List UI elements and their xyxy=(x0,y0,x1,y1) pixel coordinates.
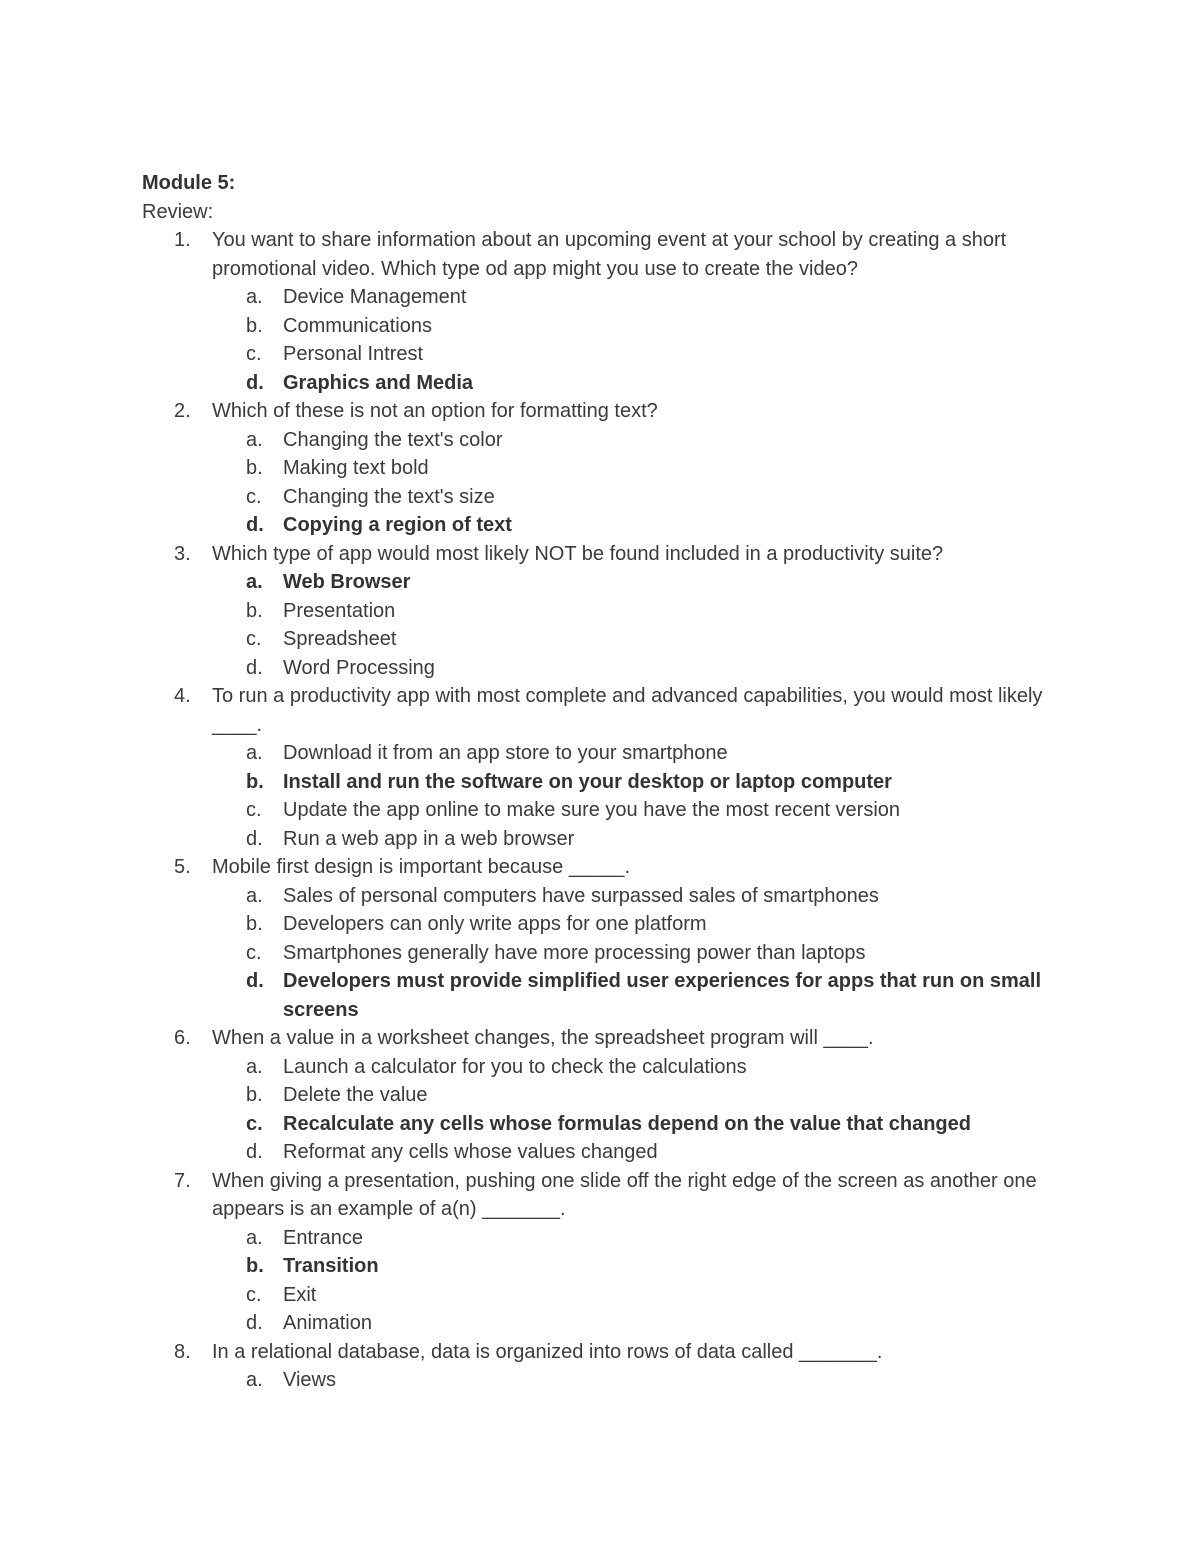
answer-option xyxy=(142,597,1082,626)
option-text: Transition xyxy=(283,1255,379,1277)
option-text: Copying a region of text xyxy=(283,514,512,536)
question-6 xyxy=(142,1024,1082,1053)
question-text: In a relational database, data is organized into rows of data called _______. xyxy=(212,1340,883,1363)
option-text: Developers must provide simplified user experiences for apps that run on small screens xyxy=(283,970,1041,1021)
question-number: 3. xyxy=(174,542,191,565)
answer-option xyxy=(142,283,1082,312)
answer-option-correct xyxy=(142,369,1082,398)
option-text: Personal Intrest xyxy=(283,343,424,365)
answer-option-correct xyxy=(142,568,1082,597)
answer-option-correct xyxy=(142,768,1082,797)
answer-option-correct xyxy=(142,1252,1082,1281)
option-letter: c. xyxy=(246,941,262,964)
option-text: Entrance xyxy=(283,1226,364,1249)
option-letter: d. xyxy=(246,970,264,992)
option-text: Spreadsheet xyxy=(283,628,397,650)
option-text: Download it from an app store to your smartphone xyxy=(283,742,728,764)
question-7 xyxy=(142,1167,1082,1224)
answer-option xyxy=(142,454,1082,483)
answer-option xyxy=(142,825,1082,854)
option-letter: a. xyxy=(246,1369,263,1391)
answer-option xyxy=(142,1081,1082,1110)
answer-option xyxy=(142,625,1082,654)
question-number: 8. xyxy=(174,1340,191,1363)
option-letter: a. xyxy=(246,1226,263,1249)
question-text: Which type of app would most likely NOT be found included in a productivity suite? xyxy=(212,542,944,565)
answer-option xyxy=(142,882,1082,911)
option-letter: a. xyxy=(246,742,263,764)
question-list xyxy=(142,226,1082,1395)
review-heading: Review: xyxy=(142,200,214,223)
option-text: Launch a calculator for you to check the calculations xyxy=(283,1055,747,1078)
option-letter: d. xyxy=(246,371,264,394)
option-text: Recalculate any cells whose formulas depend on the value that changed xyxy=(283,1112,971,1135)
option-text: Making text bold xyxy=(283,457,429,479)
question-number: 2. xyxy=(174,400,191,422)
answer-option xyxy=(142,1281,1082,1310)
option-text: Exit xyxy=(283,1283,317,1306)
answer-option xyxy=(142,426,1082,455)
answer-option-correct xyxy=(142,511,1082,540)
question-number: 6. xyxy=(174,1027,191,1049)
option-letter: a. xyxy=(246,1055,263,1078)
answer-option xyxy=(142,1366,1082,1395)
option-letter: b. xyxy=(246,457,263,479)
question-text: Which of these is not an option for formatting text? xyxy=(212,400,658,422)
answer-option xyxy=(142,654,1082,683)
question-text: Mobile first design is important because _____. xyxy=(212,856,631,878)
answer-option xyxy=(142,739,1082,768)
option-text: Views xyxy=(283,1369,336,1391)
option-letter: d. xyxy=(246,514,264,536)
option-letter: b. xyxy=(246,1084,263,1106)
question-number: 1. xyxy=(174,229,191,251)
option-text: Run a web app in a web browser xyxy=(283,827,575,850)
option-letter: d. xyxy=(246,656,263,679)
option-letter: d. xyxy=(246,1141,263,1163)
answer-option xyxy=(142,1053,1082,1082)
question-4 xyxy=(142,682,1082,739)
question-text: When a value in a worksheet changes, the spreadsheet program will ____. xyxy=(212,1027,874,1049)
option-letter: b. xyxy=(246,770,264,793)
document-page xyxy=(142,169,1082,1395)
question-text: When giving a presentation, pushing one slide off the right edge of the screen as another one appears is an example of a(n) _______. xyxy=(212,1169,1037,1220)
question-number: 5. xyxy=(174,856,191,878)
option-letter: c. xyxy=(246,1112,263,1135)
question-number: 4. xyxy=(174,685,191,707)
answer-option xyxy=(142,939,1082,968)
option-text: Changing the text's color xyxy=(283,428,503,451)
question-text: You want to share information about an upcoming event at your school by creating a short promotional video. Which type od app might you use to create the video? xyxy=(212,229,1007,280)
option-letter: c. xyxy=(246,799,262,821)
question-8 xyxy=(142,1338,1082,1367)
question-1 xyxy=(142,226,1082,283)
option-text: Graphics and Media xyxy=(283,371,474,394)
question-3 xyxy=(142,540,1082,569)
answer-option xyxy=(142,1309,1082,1338)
option-text: Developers can only write apps for one platform xyxy=(283,913,707,935)
option-text: Reformat any cells whose values changed xyxy=(283,1141,658,1163)
option-text: Smartphones generally have more processing power than laptops xyxy=(283,941,866,964)
option-letter: a. xyxy=(246,571,263,593)
option-letter: c. xyxy=(246,485,262,508)
answer-option xyxy=(142,312,1082,341)
option-letter: d. xyxy=(246,1312,263,1334)
option-text: Presentation xyxy=(283,599,396,622)
answer-option xyxy=(142,340,1082,369)
question-number: 7. xyxy=(174,1169,191,1192)
option-letter: b. xyxy=(246,1255,264,1277)
option-text: Device Management xyxy=(283,286,467,308)
option-letter: c. xyxy=(246,628,262,650)
option-text: Communications xyxy=(283,314,432,337)
option-letter: a. xyxy=(246,286,263,308)
option-letter: c. xyxy=(246,343,262,365)
option-letter: d. xyxy=(246,827,263,850)
option-letter: b. xyxy=(246,314,263,337)
option-letter: a. xyxy=(246,884,263,907)
option-letter: c. xyxy=(246,1283,262,1306)
option-text: Changing the text's size xyxy=(283,485,495,508)
answer-option-correct xyxy=(142,967,1082,1024)
option-text: Sales of personal computers have surpassed sales of smartphones xyxy=(283,884,879,907)
option-letter: a. xyxy=(246,428,263,451)
option-letter: b. xyxy=(246,599,263,622)
answer-option xyxy=(142,796,1082,825)
answer-option xyxy=(142,1224,1082,1253)
module-title: Module 5: xyxy=(142,172,236,194)
option-text: Web Browser xyxy=(283,571,411,593)
answer-option xyxy=(142,483,1082,512)
question-2 xyxy=(142,397,1082,426)
option-text: Update the app online to make sure you have the most recent version xyxy=(283,799,901,821)
option-letter: b. xyxy=(246,913,263,935)
option-text: Delete the value xyxy=(283,1084,428,1106)
answer-option xyxy=(142,910,1082,939)
question-text: To run a productivity app with most complete and advanced capabilities, you would most likely ____. xyxy=(212,685,1043,736)
option-text: Animation xyxy=(283,1312,372,1334)
option-text: Install and run the software on your desktop or laptop computer xyxy=(283,770,892,793)
option-text: Word Processing xyxy=(283,656,435,679)
question-5 xyxy=(142,853,1082,882)
answer-option xyxy=(142,1138,1082,1167)
answer-option-correct xyxy=(142,1110,1082,1139)
